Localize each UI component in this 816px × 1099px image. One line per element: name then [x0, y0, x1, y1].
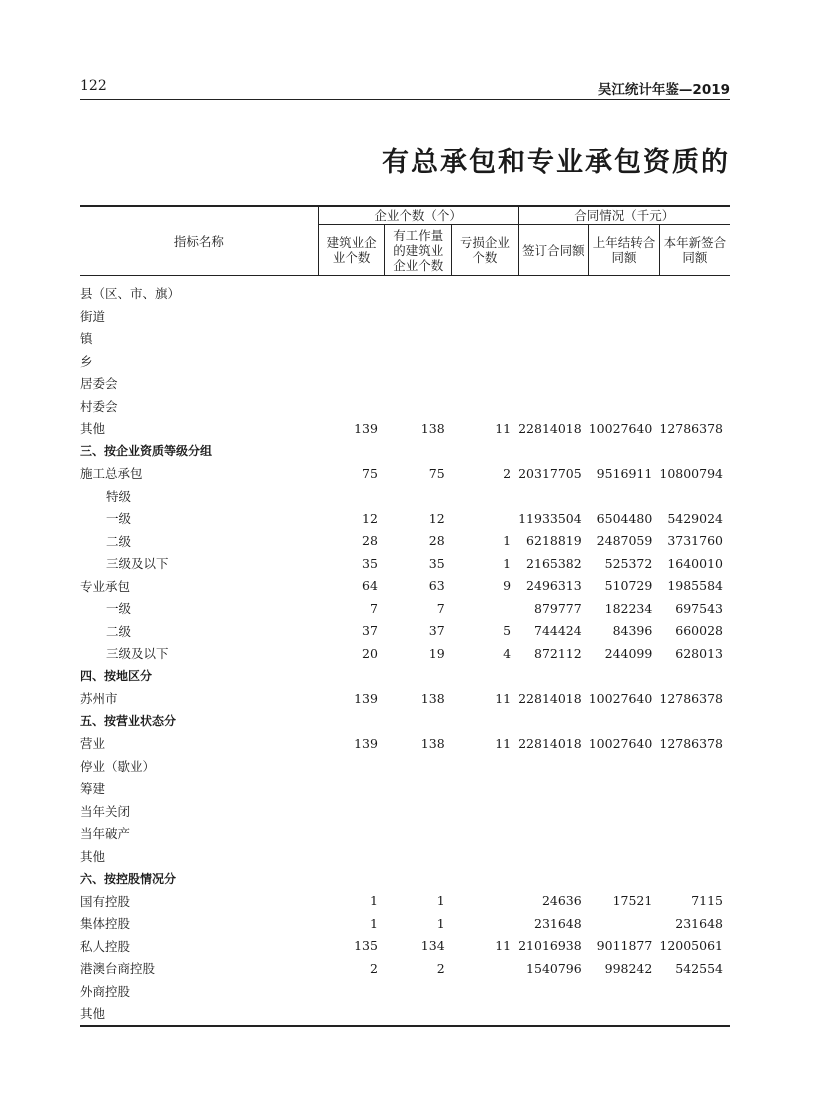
table-cell: 11 — [495, 735, 512, 751]
table-cell: 22814018 — [518, 690, 582, 706]
page-number: 122 — [80, 78, 107, 94]
table-row — [80, 276, 730, 305]
row-label: 港澳台商控股 — [80, 961, 156, 977]
table-row — [80, 935, 730, 958]
row-label: 二级 — [106, 533, 132, 549]
table-row — [80, 642, 730, 665]
table-cell — [659, 372, 730, 395]
table-cell: 7115 — [691, 893, 723, 909]
table-cell: 64 — [362, 578, 378, 594]
table-cell: 17521 — [612, 893, 653, 909]
table-cell: 1 — [369, 915, 378, 931]
table-cell — [318, 372, 385, 395]
table-cell — [318, 395, 385, 418]
row-label: 三级及以下 — [106, 646, 169, 662]
table-cell: 2496313 — [526, 578, 582, 594]
table-cell — [589, 440, 660, 463]
table-cell — [659, 777, 730, 800]
table-cell — [589, 912, 660, 935]
table-cell — [318, 1002, 385, 1026]
row-label: 苏州市 — [80, 691, 118, 707]
table-cell: 75 — [428, 465, 445, 481]
table-cell — [518, 327, 589, 350]
table-cell — [518, 395, 589, 418]
row-label: 一级 — [106, 601, 132, 617]
table-row — [80, 665, 730, 688]
table-cell: 28 — [362, 533, 378, 549]
table-cell: 9516911 — [596, 465, 653, 481]
table-cell: 22814018 — [518, 420, 582, 436]
table-cell: 697543 — [675, 600, 723, 616]
table-cell — [385, 372, 452, 395]
row-label: 外商控股 — [80, 983, 131, 999]
table-cell — [518, 777, 589, 800]
table-cell: 12786378 — [659, 690, 723, 706]
table-row — [80, 1002, 730, 1026]
table-cell — [659, 1002, 730, 1026]
row-label: 特级 — [106, 488, 132, 504]
table-cell — [589, 800, 660, 823]
table-cell: 2 — [369, 960, 378, 976]
table-header — [80, 206, 730, 276]
row-label: 居委会 — [80, 376, 118, 392]
table-cell — [318, 800, 385, 823]
table-cell — [452, 710, 518, 733]
table-cell — [452, 890, 518, 913]
table-cell — [659, 395, 730, 418]
table-cell — [385, 395, 452, 418]
group-header-enterprises: 企业个数（个） — [318, 206, 518, 225]
table-cell: 1 — [369, 893, 378, 909]
table-cell: 2 — [436, 960, 445, 976]
table-cell: 1 — [503, 533, 512, 549]
table-cell — [518, 822, 589, 845]
row-label: 其他 — [80, 421, 106, 437]
table-cell — [318, 845, 385, 868]
table-cell: 28 — [428, 533, 445, 549]
table-cell — [452, 440, 518, 463]
table-cell: 1 — [436, 893, 445, 909]
table-row — [80, 800, 730, 823]
table-cell: 510729 — [604, 578, 653, 594]
table-cell — [518, 485, 589, 508]
table-cell: 24636 — [541, 893, 582, 909]
book-title: 吴江统计年鉴—2019 — [597, 82, 730, 98]
table-cell: 11 — [495, 938, 512, 954]
table-cell — [589, 350, 660, 373]
row-label: 营业 — [80, 736, 106, 752]
table-cell — [452, 1002, 518, 1026]
table-cell — [452, 822, 518, 845]
row-label: 施工总承包 — [80, 466, 143, 482]
table-cell — [589, 980, 660, 1003]
table-cell — [452, 777, 518, 800]
table-cell — [318, 755, 385, 778]
table-row — [80, 845, 730, 868]
table-cell — [385, 777, 452, 800]
table-row — [80, 462, 730, 485]
table-cell: 12786378 — [659, 420, 723, 436]
table-cell — [659, 485, 730, 508]
table-row — [80, 327, 730, 350]
table-cell — [518, 665, 589, 688]
row-label: 筹建 — [80, 781, 106, 797]
table-row — [80, 530, 730, 553]
table-cell: 1 — [436, 915, 445, 931]
table-cell — [452, 507, 518, 530]
table-cell — [589, 845, 660, 868]
table-row — [80, 822, 730, 845]
table-cell — [589, 395, 660, 418]
table-cell — [518, 845, 589, 868]
table-cell: 11933504 — [518, 510, 582, 526]
table-cell — [318, 710, 385, 733]
table-row — [80, 777, 730, 800]
row-label: 当年破产 — [80, 826, 131, 842]
table-cell — [589, 867, 660, 890]
table-row — [80, 485, 730, 508]
table-cell — [318, 867, 385, 890]
table-cell: 2165382 — [526, 555, 582, 571]
table-cell — [452, 912, 518, 935]
table-cell: 525372 — [604, 555, 653, 571]
table-cell: 628013 — [675, 645, 723, 661]
table-cell: 35 — [428, 555, 445, 571]
table-body — [80, 276, 730, 1026]
row-label: 其他 — [80, 1002, 318, 1026]
table-cell: 4 — [503, 645, 512, 661]
table-cell: 10027640 — [588, 735, 653, 751]
table-title: 有总承包和专业承包资质的 — [382, 147, 730, 178]
row-label: 街道 — [80, 308, 106, 324]
table-cell: 138 — [420, 420, 445, 436]
table-cell — [659, 867, 730, 890]
table-cell — [452, 350, 518, 373]
table-cell — [518, 755, 589, 778]
table-cell: 2 — [503, 465, 512, 481]
table-cell: 139 — [354, 735, 378, 751]
table-cell — [452, 755, 518, 778]
table-cell — [385, 822, 452, 845]
col-header: 本年新签合同额 — [659, 225, 730, 276]
table-cell: 5429024 — [667, 510, 723, 526]
table-cell — [589, 1002, 660, 1026]
row-label: 县（区、市、旗） — [80, 286, 181, 302]
table-cell: 182234 — [604, 600, 653, 616]
col-header: 上年结转合同额 — [589, 225, 660, 276]
table-cell — [659, 822, 730, 845]
table-cell — [589, 372, 660, 395]
table-cell: 231648 — [675, 915, 723, 931]
header-rule — [80, 99, 730, 100]
col-header: 有工作量的建筑业企业个数 — [385, 225, 452, 276]
table-cell: 139 — [354, 420, 378, 436]
table-cell: 11 — [495, 690, 512, 706]
table-cell: 35 — [362, 555, 378, 571]
table-cell: 1985584 — [667, 578, 723, 594]
table-row — [80, 687, 730, 710]
table-cell: 37 — [428, 623, 445, 639]
table-cell: 879777 — [534, 600, 582, 616]
table-row — [80, 957, 730, 980]
table-cell — [318, 276, 385, 305]
table-cell — [385, 327, 452, 350]
table-cell — [385, 867, 452, 890]
table-cell: 63 — [428, 578, 445, 594]
table-cell: 10800794 — [659, 465, 723, 481]
table-cell — [659, 305, 730, 328]
table-row — [80, 755, 730, 778]
table-cell — [318, 822, 385, 845]
table-cell — [518, 710, 589, 733]
row-label: 六、按控股情况分 — [80, 871, 177, 886]
table-cell — [385, 350, 452, 373]
table-cell — [385, 710, 452, 733]
table-cell — [452, 395, 518, 418]
table-cell — [589, 665, 660, 688]
table-cell — [589, 485, 660, 508]
table-cell — [385, 800, 452, 823]
table-cell — [518, 440, 589, 463]
table-row — [80, 732, 730, 755]
col-header: 签订合同额 — [518, 225, 589, 276]
table-cell — [589, 777, 660, 800]
row-label: 其他 — [80, 848, 106, 864]
table-row — [80, 912, 730, 935]
table-cell: 37 — [362, 623, 378, 639]
group-header-contracts: 合同情况（千元） — [518, 206, 730, 225]
table-cell: 135 — [354, 938, 378, 954]
page-header — [80, 78, 730, 98]
table-row — [80, 440, 730, 463]
table-cell — [518, 305, 589, 328]
table-cell — [452, 800, 518, 823]
table-cell — [452, 372, 518, 395]
table-cell: 12005061 — [659, 938, 723, 954]
table-cell — [589, 710, 660, 733]
row-label: 停业（歇业） — [80, 758, 156, 774]
table-cell: 5 — [503, 623, 512, 639]
table-cell — [518, 350, 589, 373]
table-cell — [318, 485, 385, 508]
table-cell — [518, 372, 589, 395]
table-cell: 6504480 — [596, 510, 653, 526]
col-header-indicator: 指标名称 — [80, 206, 318, 276]
table-cell: 2487059 — [596, 533, 653, 549]
table-cell — [318, 327, 385, 350]
row-label: 乡 — [80, 353, 93, 369]
table-cell: 12786378 — [659, 735, 723, 751]
col-header: 亏损企业个数 — [452, 225, 518, 276]
row-label: 三、按企业资质等级分组 — [80, 444, 213, 459]
table-cell: 998242 — [604, 960, 653, 976]
table-cell: 10027640 — [588, 420, 653, 436]
table-cell — [518, 276, 589, 305]
table-cell: 138 — [420, 690, 445, 706]
table-cell: 12 — [428, 510, 445, 526]
table-cell — [452, 665, 518, 688]
table-cell — [589, 327, 660, 350]
table-cell — [659, 350, 730, 373]
table-cell: 10027640 — [588, 690, 653, 706]
table-cell: 1540796 — [526, 960, 582, 976]
table-cell — [659, 800, 730, 823]
table-cell — [385, 665, 452, 688]
row-label: 当年关闭 — [80, 803, 131, 819]
col-header: 建筑业企业个数 — [318, 225, 385, 276]
table-cell: 11 — [495, 420, 512, 436]
table-cell — [452, 867, 518, 890]
table-cell: 138 — [420, 735, 445, 751]
table-cell — [452, 276, 518, 305]
table-cell: 9 — [503, 578, 512, 594]
row-label: 一级 — [106, 511, 132, 527]
table-cell — [659, 710, 730, 733]
table-cell: 3731760 — [667, 533, 723, 549]
row-label: 三级及以下 — [106, 556, 169, 572]
table-cell: 12 — [362, 510, 378, 526]
row-label: 专业承包 — [80, 578, 131, 594]
table-cell: 6218819 — [526, 533, 582, 549]
table-cell — [589, 305, 660, 328]
table-cell: 139 — [354, 690, 378, 706]
table-cell — [589, 276, 660, 305]
table-cell — [589, 755, 660, 778]
table-cell: 22814018 — [518, 735, 582, 751]
table-cell — [659, 665, 730, 688]
table-cell — [318, 777, 385, 800]
table-cell — [659, 980, 730, 1003]
table-cell — [452, 980, 518, 1003]
table-cell — [659, 276, 730, 305]
table-row — [80, 507, 730, 530]
table-cell: 244099 — [604, 645, 653, 661]
table-cell — [385, 305, 452, 328]
row-label: 五、按营业状态分 — [80, 714, 177, 729]
table-cell: 872112 — [534, 645, 582, 661]
table-cell — [385, 276, 452, 305]
table-cell — [659, 327, 730, 350]
table-cell: 9011877 — [596, 938, 653, 954]
table-row — [80, 372, 730, 395]
table-cell: 660028 — [675, 623, 723, 639]
table-cell: 1640010 — [667, 555, 723, 571]
table-cell — [659, 440, 730, 463]
table-cell — [385, 755, 452, 778]
table-cell — [452, 597, 518, 620]
table-row — [80, 710, 730, 733]
row-label: 四、按地区分 — [80, 669, 153, 684]
table-cell: 1 — [503, 555, 512, 571]
table-cell — [518, 800, 589, 823]
table-cell — [318, 305, 385, 328]
table-cell — [589, 822, 660, 845]
table-cell — [452, 485, 518, 508]
table-cell — [659, 755, 730, 778]
table-cell — [452, 957, 518, 980]
row-label: 二级 — [106, 623, 132, 639]
table-cell — [385, 845, 452, 868]
table-cell — [318, 665, 385, 688]
table-row — [80, 350, 730, 373]
table-cell: 21016938 — [518, 938, 582, 954]
table-cell: 7 — [436, 600, 445, 616]
row-label: 镇 — [80, 331, 93, 347]
table-row — [80, 417, 730, 440]
table-cell: 19 — [428, 645, 445, 661]
table-cell: 744424 — [534, 623, 582, 639]
table-cell: 20 — [362, 645, 378, 661]
table-cell — [518, 980, 589, 1003]
table-row — [80, 620, 730, 643]
statistics-table — [80, 205, 730, 1027]
table-cell: 7 — [369, 600, 378, 616]
table-cell — [452, 327, 518, 350]
table-cell: 542554 — [675, 960, 723, 976]
table-row — [80, 890, 730, 913]
row-label: 国有控股 — [80, 893, 131, 909]
table-cell — [385, 440, 452, 463]
table-cell — [518, 867, 589, 890]
table-row — [80, 552, 730, 575]
table-row — [80, 575, 730, 598]
table-cell — [318, 440, 385, 463]
row-label: 私人控股 — [80, 938, 131, 954]
table-cell — [518, 1002, 589, 1026]
table-cell — [385, 980, 452, 1003]
table-cell — [385, 485, 452, 508]
table-cell — [452, 845, 518, 868]
table-cell: 134 — [420, 938, 445, 954]
table-cell — [659, 845, 730, 868]
table-cell — [318, 980, 385, 1003]
table-row — [80, 395, 730, 418]
table-cell: 84396 — [612, 623, 653, 639]
table-cell: 20317705 — [518, 465, 582, 481]
row-label: 集体控股 — [80, 916, 131, 932]
table-row — [80, 597, 730, 620]
table-cell — [318, 350, 385, 373]
table-cell — [385, 1002, 452, 1026]
table-cell: 231648 — [534, 915, 582, 931]
table-row — [80, 867, 730, 890]
table-row — [80, 305, 730, 328]
table-cell — [452, 305, 518, 328]
row-label: 村委会 — [80, 398, 118, 414]
table-row — [80, 980, 730, 1003]
table-cell: 75 — [362, 465, 378, 481]
